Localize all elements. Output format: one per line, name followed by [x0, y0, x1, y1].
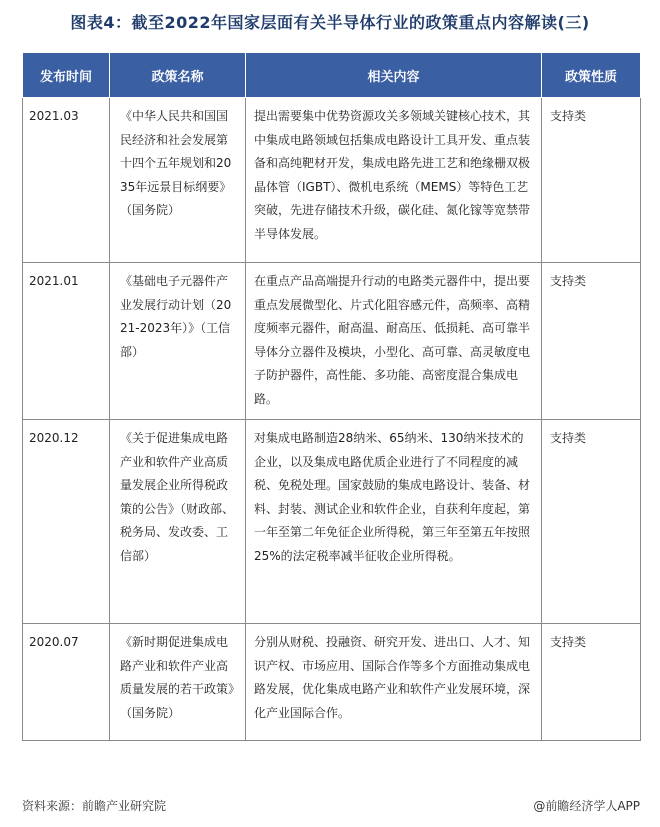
- header-name: 政策名称: [110, 53, 246, 98]
- cell-nature: 支持类: [542, 420, 641, 624]
- brand-credit: @前瞻经济学人APP: [533, 799, 640, 813]
- table-header-row: [23, 53, 641, 98]
- source-note: 资料来源：前瞻产业研究院: [22, 799, 167, 813]
- table-row: [23, 263, 641, 420]
- page-title: 图表4：截至2022年国家层面有关半导体行业的政策重点内容解读(三): [70, 13, 590, 32]
- cell-content: 对集成电路制造28纳米、65纳米、130纳米技术的企业，以及集成电路优质企业进行了不同程度的减税、免税处理。国家鼓励的集成电路设计、装备、材料、封装、测试企业和软件企业，自获利年度起，第一年至第二年免征企业所得税，第三年至第五年按照25%的法定税率减半征收企业所得税。: [246, 420, 542, 624]
- header-content: 相关内容: [246, 53, 542, 98]
- cell-date: 2021.03: [23, 98, 110, 263]
- cell-content: 在重点产品高端提升行动的电路类元器件中，提出要重点发展微型化、片式化阻容感元件，高频率、高精度频率元器件，耐高温、耐高压、低损耗、高可靠半导体分立器件及模块，小型化、高可靠、高灵敏度电子防护器件，高性能、多功能、高密度混合集成电路。: [246, 263, 542, 420]
- cell-name: 《新时期促进集成电路产业和软件产业高质量发展的若干政策》（国务院）: [110, 624, 246, 741]
- header-date: 发布时间: [23, 53, 110, 98]
- table-row: [23, 624, 641, 741]
- policy-table: [22, 52, 641, 741]
- cell-date: 2021.01: [23, 263, 110, 420]
- cell-name: 《中华人民共和国国民经济和社会发展第十四个五年规划和2035年远景目标纲要》（国务院）: [110, 98, 246, 263]
- table-row: [23, 420, 641, 624]
- cell-nature: 支持类: [542, 98, 641, 263]
- table-row: [23, 98, 641, 263]
- header-nature: 政策性质: [542, 53, 641, 98]
- cell-content: 分别从财税、投融资、研究开发、进出口、人才、知识产权、市场应用、国际合作等多个方面推动集成电路发展，优化集成电路产业和软件产业发展环境，深化产业国际合作。: [246, 624, 542, 741]
- cell-nature: 支持类: [542, 263, 641, 420]
- cell-nature: 支持类: [542, 624, 641, 741]
- cell-content: 提出需要集中优势资源攻关多领域关键核心技术，其中集成电路领域包括集成电路设计工具开发、重点装备和高纯靶材开发，集成电路先进工艺和绝缘栅双极晶体管（IGBT）、微机电系统（MEMS）等特色工艺突破，先进存储技术升级，碳化硅、氮化镓等宽禁带半导体发展。: [246, 98, 542, 263]
- cell-date: 2020.07: [23, 624, 110, 741]
- cell-name: 《关于促进集成电路产业和软件产业高质量发展企业所得税政策的公告》（财政部、税务局、发改委、工信部）: [110, 420, 246, 624]
- cell-name: 《基础电子元器件产业发展行动计划（2021-2023年）》（工信部）: [110, 263, 246, 420]
- cell-date: 2020.12: [23, 420, 110, 624]
